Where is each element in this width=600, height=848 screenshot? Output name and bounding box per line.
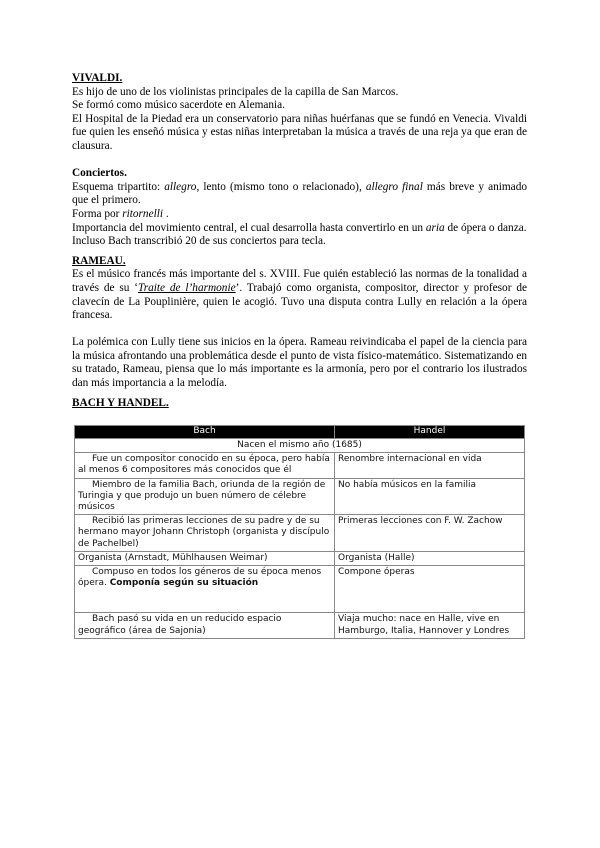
bach-cell: Recibió las primeras lecciones de su padre y de su hermano mayor Johann Christoph (organista y discípulo de Pachelbel) (75, 515, 335, 552)
bach-cell: Organista (Arnstadt, Mühlhausen Weimar) (75, 551, 335, 565)
table-row (75, 478, 525, 515)
bach-handel-table (74, 425, 525, 639)
bach-cell: Compuso en todos los géneros de su época menos ópera. Componía según su situación (75, 566, 335, 613)
column-header-bach: Bach (75, 426, 335, 439)
table-row (75, 613, 525, 638)
handel-cell: Compone óperas (335, 566, 525, 613)
table-header-row (75, 426, 525, 439)
handel-cell: No había músicos en la familia (335, 478, 525, 515)
column-header-handel: Handel (335, 426, 525, 439)
vivaldi-line-1: Es hijo de uno de los violinistas principales de la capilla de San Marcos. (72, 85, 399, 98)
handel-cell: Primeras lecciones con F. W. Zachow (335, 515, 525, 552)
table-row (75, 515, 525, 552)
rameau-paragraph-1: Es el músico francés más importante del s. XVIII. Fue quién estableció las normas de la tonalidad a través de su ‘Traite de l’harmonie’. Trabajó como organista, compositor, director y profesor de clavecín de La Pouplinière, quien le acogió. Tuvo una disputa contra Lully en relación a la ópera francesa. (72, 268, 527, 322)
conciertos-importancia: Importancia del movimiento central, el cual desarrolla hasta convertirlo en un aria de ópera o danza. (72, 221, 527, 234)
bach-cell: Bach pasó su vida en un reducido espacio geográfico (área de Sajonia) (75, 613, 335, 638)
bach-cell: Miembro de la familia Bach, oriunda de la región de Turingia y que produjo un buen número de célebre músicos (75, 478, 335, 515)
vivaldi-line-2: Se formó como músico sacerdote en Alemania. (72, 99, 286, 112)
bach-cell: Fue un compositor conocido en su época, pero había al menos 6 compositores más conocidos que él (75, 453, 335, 478)
table-row (75, 551, 525, 565)
conciertos-esquema: Esquema tripartito: allegro, lento (mismo tono o relacionado), allegro final más breve y animado que el primero. (72, 180, 527, 207)
vivaldi-heading: VIVALDI. (72, 72, 123, 84)
table-row (75, 439, 525, 453)
document-page (72, 72, 527, 410)
vivaldi-line-3: El Hospital de la Piedad era un conservatorio para niñas huérfanas que se fundó en Venecia. Vivaldi fue quien les enseñó música y estas niñas interpretaban la música a través de una reja ya que eran de clausura. (72, 112, 527, 152)
bach-handel-heading: BACH Y HANDEL. (72, 396, 169, 409)
handel-cell: Organista (Halle) (335, 551, 525, 565)
handel-cell: Renombre internacional en vida (335, 453, 525, 478)
table-row (75, 566, 525, 613)
handel-cell: Viaja mucho: nace en Halle, vive en Hamburgo, Italia, Hannover y Londres (335, 613, 525, 638)
conciertos-heading: Conciertos. (72, 167, 127, 180)
conciertos-bach: Incluso Bach transcribió 20 de sus conciertos para tecla. (72, 235, 326, 248)
table-row (75, 453, 525, 478)
traite-title: Traite de l’harmonie (138, 281, 236, 294)
rameau-paragraph-2: La polémica con Lully tiene sus inicios en la ópera. Rameau reivindicaba el papel de la ciencia para la música afrontando una problemática desde el punto de vista físico-matemático. Sistematizando en su tratado, Rameau, piensa que lo más importante es la armonía, pero por el contrario los ilustrados dan más importancia a la melodía. (72, 336, 527, 390)
conciertos-forma: Forma por ritornelli . (72, 207, 169, 220)
rameau-heading: RAMEAU. (72, 254, 126, 267)
shared-fact: Nacen el mismo año (1685) (75, 439, 525, 453)
